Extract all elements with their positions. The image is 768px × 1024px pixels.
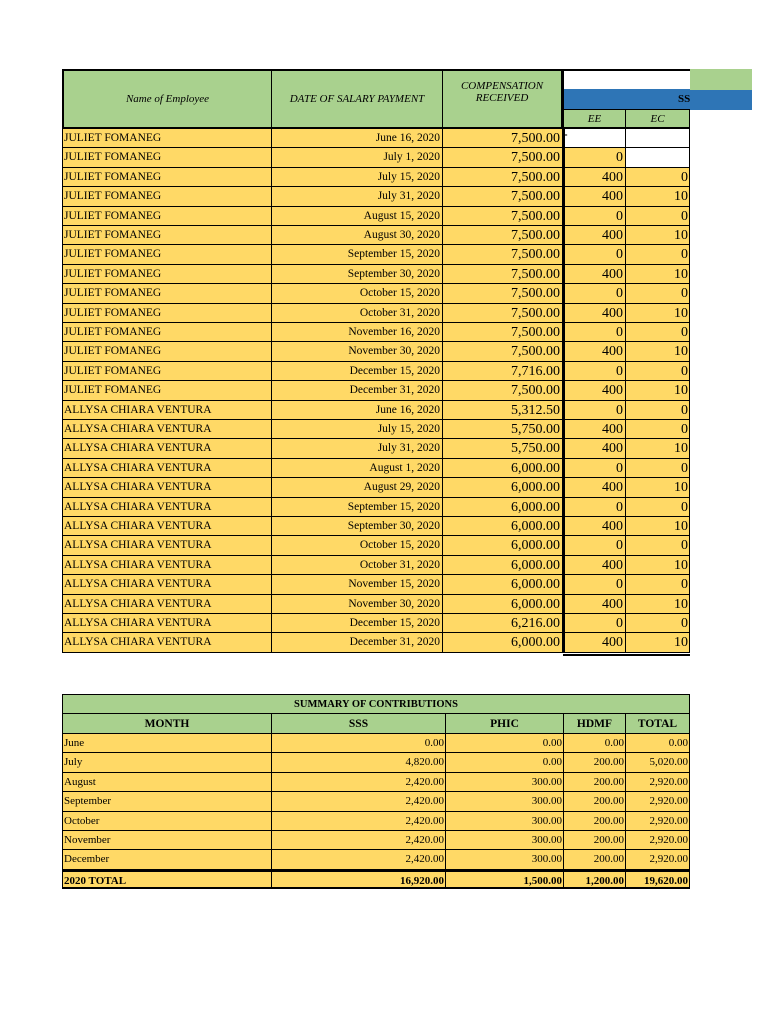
summary-row [62,812,690,831]
summary-total-total[interactable]: 19,620.00 [626,870,690,889]
cell-ee[interactable]: 400 [563,226,626,245]
cell-date[interactable]: September 30, 2020 [272,265,443,284]
cell-ec[interactable]: 0 [626,401,690,420]
cell-comp[interactable]: 7,500.00 [443,168,563,187]
summary-cell-hdmf[interactable]: 0.00 [564,734,626,753]
cell-name[interactable]: JULIET FOMANEG [62,381,272,400]
cell-ec[interactable]: 10 [626,381,690,400]
table-row [62,459,690,478]
cell-date[interactable]: October 31, 2020 [272,304,443,323]
cell-ee[interactable]: 400 [563,168,626,187]
cell-date[interactable]: July 31, 2020 [272,439,443,458]
header-name-of-employee[interactable]: Name of Employee [62,69,272,129]
summary-cell-sss[interactable]: 2,420.00 [272,792,446,811]
cell-date[interactable]: December 15, 2020 [272,614,443,633]
table-row [62,595,690,614]
cell-comp[interactable]: 6,216.00 [443,614,563,633]
summary-cell-total[interactable]: 2,920.00 [626,831,690,850]
cell-comp[interactable]: 5,750.00 [443,420,563,439]
cell-name[interactable]: ALLYSA CHIARA VENTURA [62,478,272,497]
cell-ee[interactable]: 0 [563,245,626,264]
cell-comp[interactable]: 6,000.00 [443,498,563,517]
cell-ec[interactable]: 10 [626,478,690,497]
table-row [62,323,690,342]
cell-comp[interactable]: 6,000.00 [443,517,563,536]
cell-name[interactable]: JULIET FOMANEG [62,129,272,148]
header-sss[interactable] [562,89,690,109]
cell-ee[interactable]: 0 [563,459,626,478]
cell-comp[interactable]: 6,000.00 [443,536,563,555]
cell-ee[interactable]: 0 [563,207,626,226]
cell-date[interactable]: June 16, 2020 [272,401,443,420]
summary-cell-month[interactable]: December [62,850,272,869]
cell-ee[interactable]: 400 [563,478,626,497]
table-row [62,226,690,245]
summary-title[interactable]: SUMMARY OF CONTRIBUTIONS [62,694,690,714]
cell-ee[interactable]: 400 [563,381,626,400]
cell-ec[interactable]: 0 [626,498,690,517]
cell-comp[interactable]: 7,500.00 [443,304,563,323]
summary-cell-total[interactable]: 2,920.00 [626,812,690,831]
cell-ee[interactable]: 400 [563,342,626,361]
cell-ec[interactable]: 0 [626,420,690,439]
cell-comp[interactable]: 7,500.00 [443,265,563,284]
header-compensation-received[interactable] [442,69,563,129]
summary-row [62,831,690,850]
cell-name[interactable]: JULIET FOMANEG [62,362,272,381]
cell-ee[interactable]: 0 [563,575,626,594]
cell-name[interactable]: ALLYSA CHIARA VENTURA [62,439,272,458]
cell-name[interactable]: JULIET FOMANEG [62,284,272,303]
summary-cell-phic[interactable]: 300.00 [446,850,564,869]
cell-ee[interactable]: 0 [563,323,626,342]
cell-comp[interactable]: 7,500.00 [443,187,563,206]
cell-name[interactable]: ALLYSA CHIARA VENTURA [62,633,272,652]
cell-comp[interactable]: 6,000.00 [443,556,563,575]
cell-date[interactable]: October 15, 2020 [272,284,443,303]
summary-row [62,792,690,811]
cell-ee[interactable]: 400 [563,187,626,206]
summary-cell-month[interactable]: October [62,812,272,831]
table-row [62,168,690,187]
cell-date[interactable]: September 15, 2020 [272,498,443,517]
summary-total-sss[interactable]: 16,920.00 [272,870,446,889]
table-row [62,148,690,167]
header-sss-label: SS [678,93,690,105]
cell-comp[interactable]: 6,000.00 [443,633,563,652]
cell-date[interactable]: December 15, 2020 [272,362,443,381]
summary-row [62,773,690,792]
cell-ec[interactable]: 10 [626,265,690,284]
table-row [62,129,690,148]
cell-comp[interactable]: 7,500.00 [443,148,563,167]
table-row [62,478,690,497]
cell-comp[interactable]: 7,716.00 [443,362,563,381]
table-row [62,381,690,400]
cell-date[interactable]: August 15, 2020 [272,207,443,226]
cell-ee[interactable]: 400 [563,595,626,614]
cell-ee[interactable] [563,129,626,148]
header-date-of-salary-payment[interactable]: DATE OF SALARY PAYMENT [271,69,443,129]
table-row [62,498,690,517]
cell-date[interactable]: July 15, 2020 [272,168,443,187]
summary-cell-hdmf[interactable]: 200.00 [564,831,626,850]
cell-comp[interactable]: 7,500.00 [443,207,563,226]
summary-cell-sss[interactable]: 2,420.00 [272,850,446,869]
cell-ee[interactable]: 0 [563,362,626,381]
cell-name[interactable]: JULIET FOMANEG [62,187,272,206]
summary-row [62,850,690,869]
cell-ee[interactable]: 400 [563,304,626,323]
summary-cell-phic[interactable]: 300.00 [446,831,564,850]
summary-cell-phic[interactable]: 300.00 [446,792,564,811]
table-row [62,517,690,536]
summary-cell-total[interactable]: 2,920.00 [626,773,690,792]
cell-name[interactable]: JULIET FOMANEG [62,245,272,264]
summary-cell-phic[interactable]: 0.00 [446,734,564,753]
cell-date[interactable]: December 31, 2020 [272,633,443,652]
cell-ee[interactable]: 0 [563,284,626,303]
cell-ee[interactable]: 0 [563,401,626,420]
cell-comp[interactable]: 5,312.50 [443,401,563,420]
table-row [62,575,690,594]
cell-comp[interactable]: 7,500.00 [443,129,563,148]
cell-ec[interactable] [626,129,690,148]
table-row [62,265,690,284]
summary-header-phic[interactable]: PHIC [446,714,564,734]
summary-header-total[interactable]: TOTAL [626,714,690,734]
cell-ee[interactable]: 0 [563,148,626,167]
cell-name[interactable]: JULIET FOMANEG [62,226,272,245]
cell-comp[interactable]: 5,750.00 [443,439,563,458]
cell-ec[interactable]: 10 [626,304,690,323]
header-ee[interactable]: EE [562,109,626,129]
summary-cell-phic[interactable]: 0.00 [446,753,564,772]
summary-cell-hdmf[interactable]: 200.00 [564,792,626,811]
cell-ec[interactable]: 10 [626,439,690,458]
cell-dash: - [563,127,568,142]
summary-cell-month[interactable]: June [62,734,272,753]
cell-ee[interactable]: 400 [563,265,626,284]
cell-name[interactable]: ALLYSA CHIARA VENTURA [62,536,272,555]
cell-date[interactable]: August 1, 2020 [272,459,443,478]
summary-cell-month[interactable]: September [62,792,272,811]
summary-cell-sss[interactable]: 2,420.00 [272,812,446,831]
cell-comp[interactable]: 7,500.00 [443,342,563,361]
header-ec[interactable]: EC [625,109,690,129]
cell-ec[interactable]: 10 [626,342,690,361]
table-row [62,439,690,458]
cell-date[interactable]: November 16, 2020 [272,323,443,342]
header-fill-green [690,69,752,90]
cell-name[interactable]: ALLYSA CHIARA VENTURA [62,556,272,575]
cell-ec[interactable]: 10 [626,633,690,652]
cell-ec[interactable]: 0 [626,323,690,342]
table-row [62,304,690,323]
cell-date[interactable]: November 30, 2020 [272,342,443,361]
summary-cell-month[interactable]: July [62,753,272,772]
cell-ec[interactable]: 0 [626,575,690,594]
cell-ee[interactable]: 0 [563,536,626,555]
table-row [62,536,690,555]
cell-name[interactable]: ALLYSA CHIARA VENTURA [62,498,272,517]
cell-date[interactable]: December 31, 2020 [272,381,443,400]
cell-name[interactable]: ALLYSA CHIARA VENTURA [62,401,272,420]
cell-name[interactable]: ALLYSA CHIARA VENTURA [62,517,272,536]
cell-comp[interactable]: 7,500.00 [443,226,563,245]
cell-ec[interactable]: 0 [626,362,690,381]
cell-name[interactable]: ALLYSA CHIARA VENTURA [62,595,272,614]
summary-header-sss[interactable]: SSS [272,714,446,734]
summary-total-phic[interactable]: 1,500.00 [446,870,564,889]
cell-ee[interactable]: 0 [563,614,626,633]
table-row [62,633,690,652]
cell-ee[interactable]: 400 [563,556,626,575]
cell-ec[interactable]: 0 [626,459,690,478]
cell-ec[interactable]: 0 [626,614,690,633]
cell-name[interactable]: JULIET FOMANEG [62,148,272,167]
cell-ec[interactable]: 10 [626,187,690,206]
cell-comp[interactable]: 6,000.00 [443,595,563,614]
cell-ec[interactable]: 10 [626,517,690,536]
cell-date[interactable]: October 15, 2020 [272,536,443,555]
cell-name[interactable]: JULIET FOMANEG [62,304,272,323]
summary-header-hdmf[interactable]: HDMF [564,714,626,734]
cell-date[interactable]: November 15, 2020 [272,575,443,594]
cell-name[interactable]: JULIET FOMANEG [62,168,272,187]
cell-ec[interactable]: 0 [626,245,690,264]
summary-cell-hdmf[interactable]: 200.00 [564,773,626,792]
summary-cell-phic[interactable]: 300.00 [446,773,564,792]
cell-date[interactable]: July 31, 2020 [272,187,443,206]
table-bottom-border [563,654,690,656]
cell-ec[interactable] [626,148,690,167]
cell-name[interactable]: ALLYSA CHIARA VENTURA [62,575,272,594]
table-row [62,420,690,439]
summary-header-month[interactable]: MONTH [62,714,272,734]
header-compensation-line2: RECEIVED [475,92,529,104]
cell-comp[interactable]: 7,500.00 [443,381,563,400]
cell-comp[interactable]: 6,000.00 [443,478,563,497]
table-row [62,401,690,420]
table-row [62,187,690,206]
cell-date[interactable]: August 29, 2020 [272,478,443,497]
summary-row [62,734,690,753]
cell-name[interactable]: ALLYSA CHIARA VENTURA [62,420,272,439]
summary-cell-month[interactable]: November [62,831,272,850]
summary-cell-month[interactable]: August [62,773,272,792]
summary-total-row [62,870,690,889]
cell-name[interactable]: JULIET FOMANEG [62,207,272,226]
cell-date[interactable]: June 16, 2020 [272,129,443,148]
table-row [62,614,690,633]
summary-cell-phic[interactable]: 300.00 [446,812,564,831]
header-blank-cell[interactable] [562,69,690,89]
cell-name[interactable]: JULIET FOMANEG [62,323,272,342]
summary-cell-hdmf[interactable]: 200.00 [564,753,626,772]
cell-name[interactable]: ALLYSA CHIARA VENTURA [62,614,272,633]
cell-date[interactable]: November 30, 2020 [272,595,443,614]
cell-ec[interactable]: 0 [626,168,690,187]
summary-cell-hdmf[interactable]: 200.00 [564,850,626,869]
table-row [62,556,690,575]
cell-comp[interactable]: 6,000.00 [443,575,563,594]
cell-ec[interactable]: 10 [626,226,690,245]
cell-comp[interactable]: 7,500.00 [443,284,563,303]
cell-comp[interactable]: 6,000.00 [443,459,563,478]
cell-ec[interactable]: 0 [626,284,690,303]
cell-ec[interactable]: 0 [626,536,690,555]
cell-name[interactable]: ALLYSA CHIARA VENTURA [62,459,272,478]
summary-cell-total[interactable]: 2,920.00 [626,850,690,869]
cell-ec[interactable]: 10 [626,595,690,614]
cell-name[interactable]: JULIET FOMANEG [62,265,272,284]
cell-date[interactable]: August 30, 2020 [272,226,443,245]
cell-date[interactable]: October 31, 2020 [272,556,443,575]
cell-date[interactable]: September 30, 2020 [272,517,443,536]
summary-cell-sss[interactable]: 4,820.00 [272,753,446,772]
summary-cell-total[interactable]: 2,920.00 [626,792,690,811]
header-compensation-line1: COMPENSATION [460,80,544,92]
cell-date[interactable]: September 15, 2020 [272,245,443,264]
summary-cell-sss[interactable]: 0.00 [272,734,446,753]
summary-total-hdmf[interactable]: 1,200.00 [564,870,626,889]
cell-ec[interactable]: 0 [626,207,690,226]
summary-cell-sss[interactable]: 2,420.00 [272,773,446,792]
table-row [62,342,690,361]
cell-ee[interactable]: 400 [563,439,626,458]
summary-cell-total[interactable]: 0.00 [626,734,690,753]
header-fill-blue [690,90,752,110]
table-row [62,284,690,303]
cell-ee[interactable]: 400 [563,633,626,652]
cell-comp[interactable]: 7,500.00 [443,323,563,342]
cell-ee[interactable]: 400 [563,420,626,439]
cell-ee[interactable]: 0 [563,498,626,517]
summary-cell-hdmf[interactable]: 200.00 [564,812,626,831]
cell-ec[interactable]: 10 [626,556,690,575]
summary-cell-sss[interactable]: 2,420.00 [272,831,446,850]
cell-date[interactable]: July 1, 2020 [272,148,443,167]
cell-comp[interactable]: 7,500.00 [443,245,563,264]
summary-cell-total[interactable]: 5,020.00 [626,753,690,772]
cell-date[interactable]: July 15, 2020 [272,420,443,439]
cell-name[interactable]: JULIET FOMANEG [62,342,272,361]
cell-ee[interactable]: 400 [563,517,626,536]
table-row [62,362,690,381]
summary-row [62,753,690,772]
summary-total-month[interactable]: 2020 TOTAL [62,870,272,889]
table-row [62,207,690,226]
table-row [62,245,690,264]
